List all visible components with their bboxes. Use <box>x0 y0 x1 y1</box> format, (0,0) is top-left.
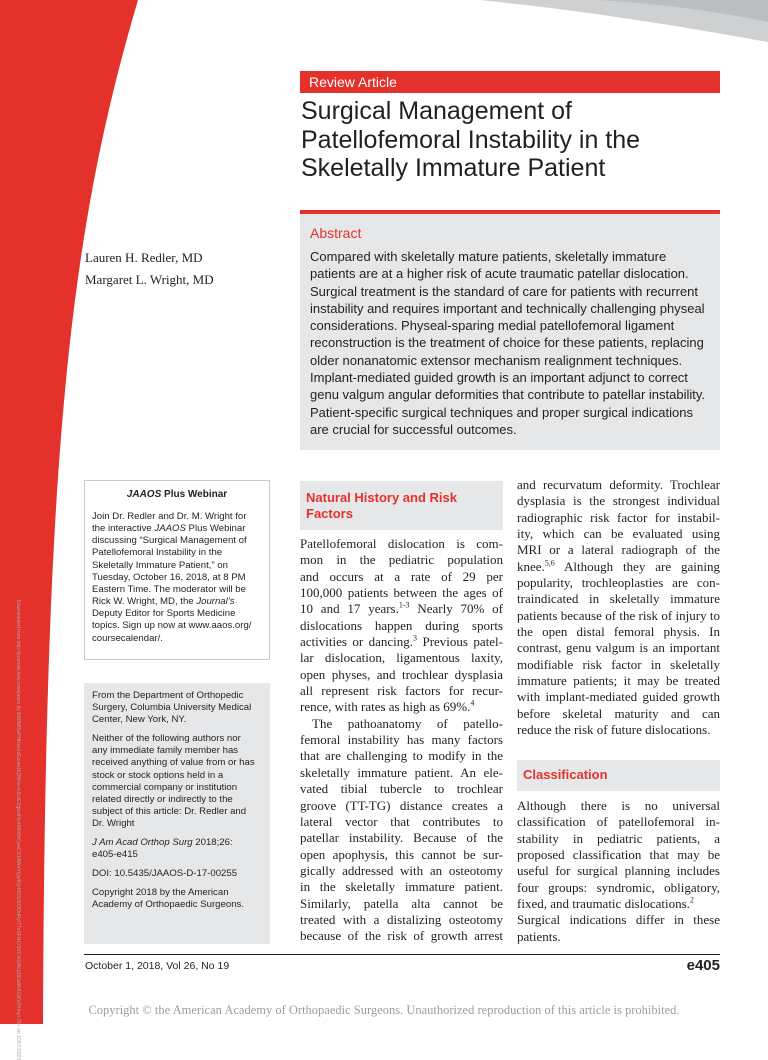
text-run: four groups: syndromic, obligatory, <box>517 879 720 895</box>
reference-citation: 3 <box>413 633 418 643</box>
text-line <box>517 575 720 591</box>
note-line: From the Department of Orthopedic <box>92 690 244 701</box>
text-line <box>300 928 503 944</box>
text-line <box>300 732 503 748</box>
title-line: Patellofemoral Instability in the <box>301 125 641 154</box>
text-run: open apophysis, this cannot be sur- <box>300 846 503 862</box>
note-line: any immediate family member has <box>92 745 239 757</box>
text-run: Rick W. Wright, MD, the <box>92 596 197 608</box>
text-line <box>300 830 503 846</box>
text-line <box>300 896 503 912</box>
text-run: popularity, trochleoplasties are con- <box>517 575 720 591</box>
webinar-line <box>92 572 267 584</box>
text-run: traindicated in skeletally immature <box>517 591 720 607</box>
text-line <box>300 683 503 699</box>
citation-journal: J Am Acad Orthop Surg <box>92 837 193 849</box>
text-line <box>517 896 720 912</box>
text-line <box>517 706 720 722</box>
text-run: mon in the pediatric population <box>300 552 503 568</box>
abstract-line: reconstruction is the treatment of choice for these patients, replacing <box>310 335 704 351</box>
text-run: groove (TT-TG) distance creates a <box>300 797 503 813</box>
text-line <box>517 526 720 542</box>
abstract-line: patients are at a higher risk of acute traumatic patellar dislocation. <box>310 266 689 282</box>
text-run: topics. Sign up now at www.aaos.org/ <box>92 620 252 632</box>
text-run: classification of patellofemoral in- <box>517 814 720 830</box>
text-line <box>300 798 503 814</box>
copyright-note <box>92 887 267 911</box>
reference-citation: 4 <box>470 699 475 709</box>
citation-volume: 2018;26: <box>192 837 233 849</box>
text-run: skeletally immature patient. An ele- <box>300 764 503 780</box>
text-run: useful for surgical planning includes <box>517 863 720 879</box>
reference-citation: 5,6 <box>544 558 555 568</box>
note-line: subject of this article: Dr. Redler and <box>92 805 247 817</box>
text-run: proposed classification that may be <box>517 847 720 863</box>
abstract-heading: Abstract <box>310 225 362 241</box>
note-line: Dr. Wright <box>92 817 135 829</box>
abstract-body <box>310 248 715 438</box>
text-line <box>517 608 720 624</box>
text-line <box>517 477 720 493</box>
text-line <box>300 912 503 928</box>
text-run: Although there is no universal <box>517 798 720 813</box>
text-line <box>517 798 720 814</box>
text-line <box>517 863 720 879</box>
classification-text <box>517 798 720 945</box>
abstract-line: older nonanatomic extensor mechanism realignment techniques. <box>310 352 683 368</box>
abstract-line: Compared with skeletally mature patients, skeletally immature <box>310 249 667 264</box>
text-run: immature patients; it may be treated <box>517 673 720 689</box>
text-line <box>517 722 720 738</box>
text-line <box>517 624 720 640</box>
text-run: discussing “Surgical Management of <box>92 535 247 547</box>
affiliation-body <box>92 690 267 912</box>
abstract-line: considerations. Physeal-sparing medial patellofemoral ligament <box>310 318 675 334</box>
text-run: treated with a distalizing osteotomy <box>300 911 503 927</box>
text-run: lar dislocation, ligamentous laxity, <box>300 650 503 666</box>
italic-text: JAAOS <box>154 523 186 535</box>
text-run: Eastern Time. The moderator will be <box>92 583 246 595</box>
text-run: fixed, and traumatic dislocations. <box>517 896 690 912</box>
text-run: reduce the risk of future dislocations. <box>517 722 711 738</box>
text-run: because of the risk of growth arrest <box>300 928 503 944</box>
text-line <box>300 569 503 585</box>
text-run: 10 and 17 years. <box>300 601 399 617</box>
heading-line: Factors <box>306 506 353 521</box>
note-line: related directly or indirectly to the <box>92 793 233 805</box>
text-line <box>517 912 720 928</box>
webinar-line <box>92 511 267 523</box>
text-run: before skeletal maturity and can <box>517 705 720 721</box>
webinar-title <box>84 489 270 500</box>
text-line <box>300 765 503 781</box>
article-type-banner: Review Article <box>300 71 720 93</box>
abstract-line: Surgical treatment is the standard of care for patients with recurrent <box>310 283 699 299</box>
text-line <box>517 831 720 847</box>
webinar-line <box>92 535 267 547</box>
abstract-line: genu valgum angular deformities that contribute to patellar instability. <box>310 387 706 403</box>
text-line <box>517 657 720 673</box>
text-line <box>517 880 720 896</box>
text-line <box>300 814 503 830</box>
italic-text: Journal’s <box>196 596 235 608</box>
citation-note <box>92 837 267 861</box>
text-line <box>517 591 720 607</box>
text-line <box>517 847 720 863</box>
webinar-line <box>92 547 267 559</box>
title-line: Skeletally Immature Patient <box>301 154 606 182</box>
copyright-footer: Copyright © the American Academy of Orthopaedic Surgeons. Unauthorized reproduction of this article is prohibited. <box>88 1003 680 1017</box>
text-run: dislocations happen during sports <box>300 617 503 633</box>
text-run: all represent risk factors for recur- <box>300 683 503 699</box>
text-line <box>300 667 503 683</box>
text-line <box>300 847 503 863</box>
author-name: Margaret L. Wright, MD <box>85 272 214 287</box>
text-line <box>517 673 720 689</box>
text-run: vated tibial tubercle to trochlear <box>300 781 503 797</box>
text-run: The pathoanatomy of patello- <box>312 715 503 731</box>
text-run: that are challenging to modify in the <box>300 748 503 764</box>
text-run: knee. <box>517 558 545 574</box>
abstract-line: Implant-mediated guided growth is an important adjunct to correct <box>310 370 688 386</box>
webinar-line <box>92 608 267 620</box>
webinar-line <box>92 633 267 645</box>
doi-note: DOI: 10.5435/JAAOS-D-17-00255 <box>92 868 238 880</box>
text-run: modifiable risk factor in skeletally <box>517 656 720 672</box>
text-run: gically addressed with an osteotomy <box>300 862 503 878</box>
heading-line: Natural History and Risk <box>306 490 457 505</box>
text-line <box>300 650 503 666</box>
text-line <box>517 493 720 509</box>
issue-date: October 1, 2018, Vol 26, No 19 <box>85 960 230 972</box>
reference-citation: 2 <box>689 895 694 905</box>
text-run: femoral instability has many factors <box>300 732 503 748</box>
text-line <box>300 716 503 732</box>
footer-rule <box>84 954 720 955</box>
text-run: lateral vector that contributes to <box>300 813 503 829</box>
text-line <box>517 814 720 830</box>
citation-pages: e405-e415 <box>92 849 138 861</box>
text-line <box>300 781 503 797</box>
text-line <box>517 929 720 945</box>
text-line <box>517 689 720 705</box>
text-run: the open distal femoral physis. In <box>517 624 720 640</box>
author-name: Lauren H. Redler, MD <box>85 250 203 265</box>
webinar-line <box>92 560 267 572</box>
download-watermark: Downloaded from http://journals.lww.com/jaaos by BhDMf5ePHKav1zEoum1tQfN4a+kJLhEZgbsIHo4XMi0hCywCX1AWnYQp/IlQrHD3i3D0OdRyi7TvSFl4Cf3VC4/OAVpDDa8KKGKV0Ymy+78= on 10/07/2023 <box>15 600 21 1060</box>
text-run: Plus Webinar <box>185 523 246 535</box>
text-run: in the skeletally immature patient. <box>300 879 503 895</box>
text-line <box>300 536 503 552</box>
text-run: Deputy Editor for Sports Medicine <box>92 608 236 620</box>
section-heading-natural-history <box>306 490 501 522</box>
webinar-line <box>92 620 267 632</box>
body-column-2 <box>300 536 503 945</box>
text-line <box>300 552 503 568</box>
text-run: patients because of the risk of injury to <box>517 607 720 623</box>
text-run: 100,000 patients between the ages of <box>300 585 503 601</box>
note-line: Neither of the following authors nor <box>92 733 241 745</box>
text-line <box>300 585 503 601</box>
text-run: rence, with rates as high as 69%. <box>300 699 471 715</box>
text-run: and occurs at a rate of 29 per <box>300 568 503 584</box>
note-line: commercial company or institution <box>92 781 238 793</box>
webinar-line <box>92 523 267 535</box>
text-line <box>300 601 503 617</box>
body-column-3 <box>517 477 720 739</box>
abstract-line: instability and requires important and technically challenging physeal <box>310 300 705 316</box>
text-line <box>300 863 503 879</box>
section-heading-classification: Classification <box>523 767 608 782</box>
text-line <box>300 634 503 650</box>
text-line <box>517 559 720 575</box>
text-run: Join Dr. Redler and Dr. M. Wright for <box>92 511 247 522</box>
text-run: contrast, genu valgum is an important <box>517 640 720 656</box>
text-run: and recurvatum deformity. Trochlear <box>517 477 720 492</box>
text-run: patellar instability. Because of the <box>300 830 503 846</box>
disclosure-note <box>92 733 267 830</box>
reference-citation: 1-3 <box>398 601 410 611</box>
text-run: Patellofemoral Instability in the <box>92 547 223 559</box>
text-line <box>517 542 720 558</box>
webinar-line <box>92 596 267 608</box>
text-line <box>300 699 503 715</box>
text-line <box>300 748 503 764</box>
text-run: Surgical indications differ in these <box>517 912 720 928</box>
note-line: received anything of value from or has <box>92 757 255 769</box>
webinar-body <box>92 511 267 645</box>
note-line: Academy of Orthopaedic Surgeons. <box>92 899 244 911</box>
abstract-line: are crucial for successful outcomes. <box>310 421 517 437</box>
text-run: activities or dancing. <box>300 634 414 650</box>
text-run: stability in pediatric patients, a <box>517 830 720 846</box>
text-run: ity, which can be evaluated using <box>517 526 720 542</box>
text-run: radiographic risk factor for instabil- <box>517 509 720 525</box>
text-run: open physes, and trochlear dysplasia <box>300 666 503 682</box>
department-note <box>92 690 267 726</box>
text-run: with implant-mediated guided growth <box>517 689 720 705</box>
text-run: Previous patel- <box>417 634 503 650</box>
abstract-line: Patient-specific surgical techniques and proper surgical indications <box>310 404 693 420</box>
text-run: Skeletally Immature Patient,” on <box>92 559 228 571</box>
text-run: coursecalendar/. <box>92 632 163 644</box>
note-line: Center, New York, NY. <box>92 714 187 726</box>
text-line <box>300 879 503 895</box>
journal-name: JAAOS <box>126 489 162 500</box>
note-line: Surgery, Columbia University Medical <box>92 702 252 714</box>
text-run: the interactive <box>92 523 155 535</box>
text-run: Similarly, patella alta cannot be <box>300 895 503 911</box>
text-run: Although they are gaining <box>554 558 720 574</box>
text-run: MRI or a lateral radiograph of the <box>517 542 720 558</box>
text-run: dysplasia is the strongest individual <box>517 493 720 509</box>
article-title <box>301 97 721 183</box>
note-line: stock or stock options held in a <box>92 769 224 781</box>
text-run: Tuesday, October 16, 2018, at 8 PM <box>92 571 246 583</box>
note-line: Copyright 2018 by the American <box>92 887 229 899</box>
text-line <box>300 618 503 634</box>
text-run: patients. <box>517 928 561 944</box>
title-line: Surgical Management of <box>301 97 572 125</box>
page-number: e405 <box>686 957 720 974</box>
text-run: Patellofemoral dislocation is com- <box>300 536 503 551</box>
webinar-title-rest: Plus Webinar <box>161 489 228 500</box>
text-run: Nearly 70% of <box>409 601 503 617</box>
text-line <box>517 510 720 526</box>
webinar-line <box>92 584 267 596</box>
text-line <box>517 640 720 656</box>
